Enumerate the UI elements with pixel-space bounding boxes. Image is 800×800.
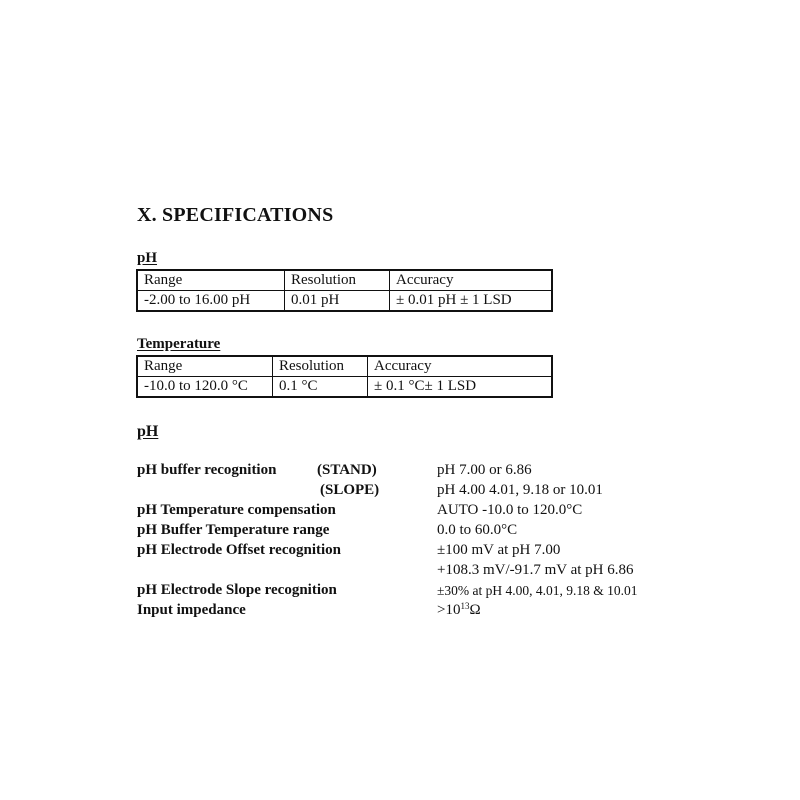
header-range: Range (137, 356, 273, 377)
table-row (137, 377, 552, 398)
input-impedance-label: Input impedance (137, 602, 246, 618)
ph-accuracy-cell: ± 0.01 pH ± 1 LSD (390, 291, 553, 312)
ph-resolution-cell: 0.01 pH (285, 291, 390, 312)
slope-recognition-value: ±30% at pH 4.00, 4.01, 9.18 & 10.01 (437, 583, 638, 598)
table-header-row (137, 356, 552, 377)
ph-table-heading: pH (137, 250, 158, 266)
header-accuracy: Accuracy (390, 270, 553, 291)
buffer-temp-range-label: pH Buffer Temperature range (137, 522, 330, 538)
slope-label: (SLOPE) (320, 482, 380, 498)
temperature-spec-table (136, 355, 553, 398)
slope-value: pH 4.00 4.01, 9.18 or 10.01 (437, 482, 603, 498)
slope-recognition-label: pH Electrode Slope recognition (137, 582, 337, 598)
offset-recognition-value-1: ±100 mV at pH 7.00 (437, 542, 561, 558)
ph-section-heading: pH (137, 423, 159, 440)
temp-resolution-cell: 0.1 °C (273, 377, 368, 398)
impedance-exponent: 13 (460, 601, 470, 611)
header-resolution: Resolution (285, 270, 390, 291)
stand-value: pH 7.00 or 6.86 (437, 462, 532, 478)
temperature-table-heading: Temperature (137, 336, 221, 352)
buffer-temp-range-value: 0.0 to 60.0°C (437, 522, 518, 538)
table-header-row (137, 270, 552, 291)
temp-compensation-value: AUTO -10.0 to 120.0°C (437, 502, 583, 518)
buffer-recognition-label: pH buffer recognition (137, 462, 277, 478)
input-impedance-value (437, 602, 481, 619)
header-range: Range (137, 270, 285, 291)
impedance-unit: Ω (469, 602, 481, 618)
header-accuracy: Accuracy (368, 356, 553, 377)
stand-label: (STAND) (317, 462, 377, 478)
table-row (137, 291, 552, 312)
ph-range-cell: -2.00 to 16.00 pH (137, 291, 285, 312)
page-title: X. SPECIFICATIONS (137, 204, 334, 226)
offset-recognition-label: pH Electrode Offset recognition (137, 542, 341, 558)
temp-compensation-label: pH Temperature compensation (137, 502, 336, 518)
header-resolution: Resolution (273, 356, 368, 377)
offset-recognition-value-2: +108.3 mV/-91.7 mV at pH 6.86 (437, 562, 634, 578)
temp-accuracy-cell: ± 0.1 °C± 1 LSD (368, 377, 553, 398)
impedance-prefix: >10 (437, 602, 461, 618)
ph-spec-table (136, 269, 553, 312)
temp-range-cell: -10.0 to 120.0 °C (137, 377, 273, 398)
